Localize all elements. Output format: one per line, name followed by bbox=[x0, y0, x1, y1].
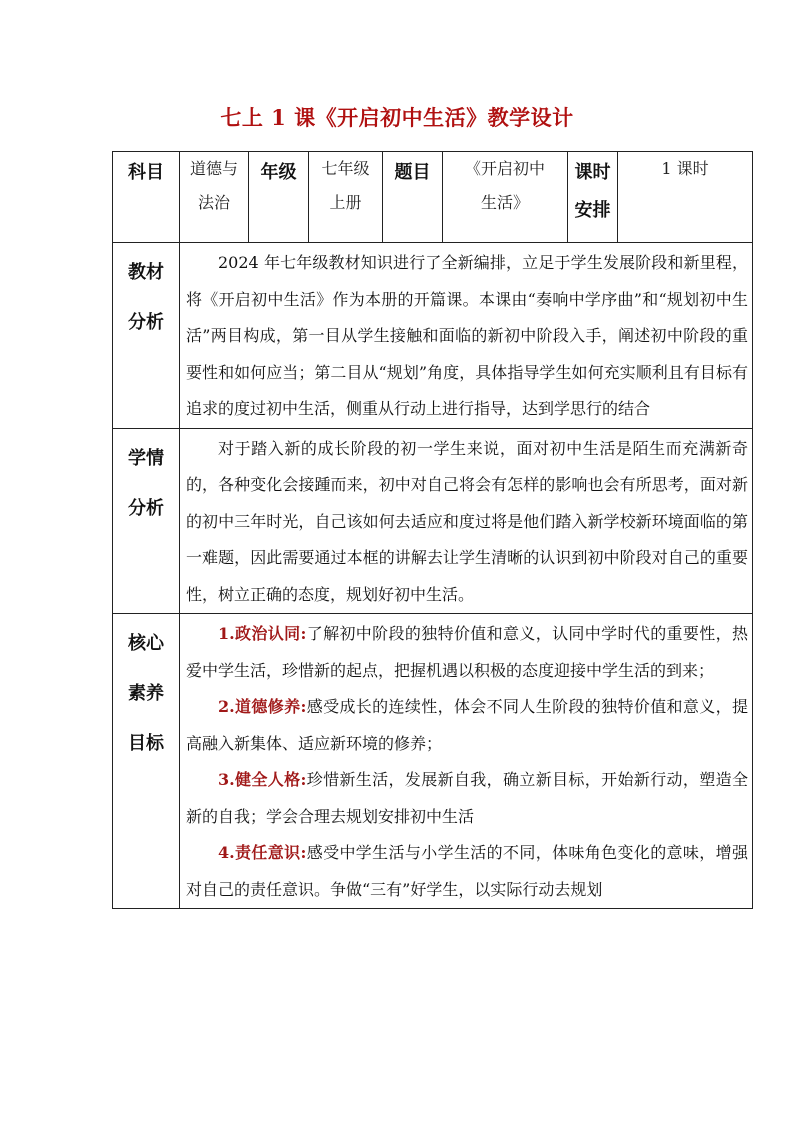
core-goals-label: 核心 素养 目标 bbox=[113, 614, 180, 909]
goal-item: 4.责任意识:感受中学生活与小学生活的不同，体味角色变化的意味，增强对自己的责任意识。争做“三有”好学生，以实际行动去规划 bbox=[186, 843, 748, 899]
grade-label: 年级 bbox=[249, 152, 309, 243]
hours-label: 课时 安排 bbox=[568, 152, 618, 243]
goal-item: 2.道德修养:感受成长的连续性，体会不同人生阶段的独特价值和意义，提高融入新集体、适应新环境的修养； bbox=[186, 697, 748, 753]
subject-value: 道德与 法治 bbox=[180, 152, 249, 243]
subject-label: 科目 bbox=[113, 152, 180, 243]
student-analysis-text: 对于踏入新的成长阶段的初一学生来说，面对初中生活是陌生而充满新奇的，各种变化会接踵而来，初中对自己将会有怎样的影响也会有所思考，面对新的初中三年时光，自己该如何去适应和度过将是他们踏入新学校新环境面临的第一难题，因此需要通过本框的讲解去让学生清晰的认识到初中阶段对自己的重要性，树立正确的态度，规划好初中生活。 bbox=[180, 428, 753, 614]
material-analysis-label: 教材 分析 bbox=[113, 243, 180, 429]
page-title: 七上 1 课《开启初中生活》教学设计 bbox=[220, 105, 574, 130]
header-row bbox=[113, 152, 753, 243]
student-analysis-row bbox=[113, 428, 753, 614]
topic-value: 《开启初中 生活》 bbox=[443, 152, 568, 243]
grade-value: 七年级 上册 bbox=[309, 152, 383, 243]
hours-value: 1 课时 bbox=[618, 152, 753, 243]
core-goals-list bbox=[180, 614, 753, 909]
student-analysis-label: 学情 分析 bbox=[113, 428, 180, 614]
material-analysis-text: 2024 年七年级教材知识进行了全新编排，立足于学生发展阶段和新里程，将《开启初中生活》作为本册的开篇课。本课由“奏响中学序曲”和“规划初中生活”两目构成，第一目从学生接触和面临的新初中阶段入手，阐述初中阶段的重要性和如何应当；第二目从“规划”角度，具体指导学生如何充实顺利且有目标有追求的度过初中生活，侧重从行动上进行指导，达到学思行的结合 bbox=[180, 243, 753, 429]
core-goals-row bbox=[113, 614, 753, 909]
material-analysis-row bbox=[113, 243, 753, 429]
goal-item: 3.健全人格:珍惜新生活，发展新自我，确立新目标，开始新行动，塑造全新的自我；学会合理去规划安排初中生活 bbox=[186, 770, 748, 826]
lesson-plan-table bbox=[112, 151, 753, 909]
topic-label: 题目 bbox=[383, 152, 443, 243]
goal-item: 1.政治认同:了解初中阶段的独特价值和意义，认同中学时代的重要性，热爱中学生活，珍惜新的起点，把握机遇以积极的态度迎接中学生活的到来； bbox=[186, 624, 748, 680]
